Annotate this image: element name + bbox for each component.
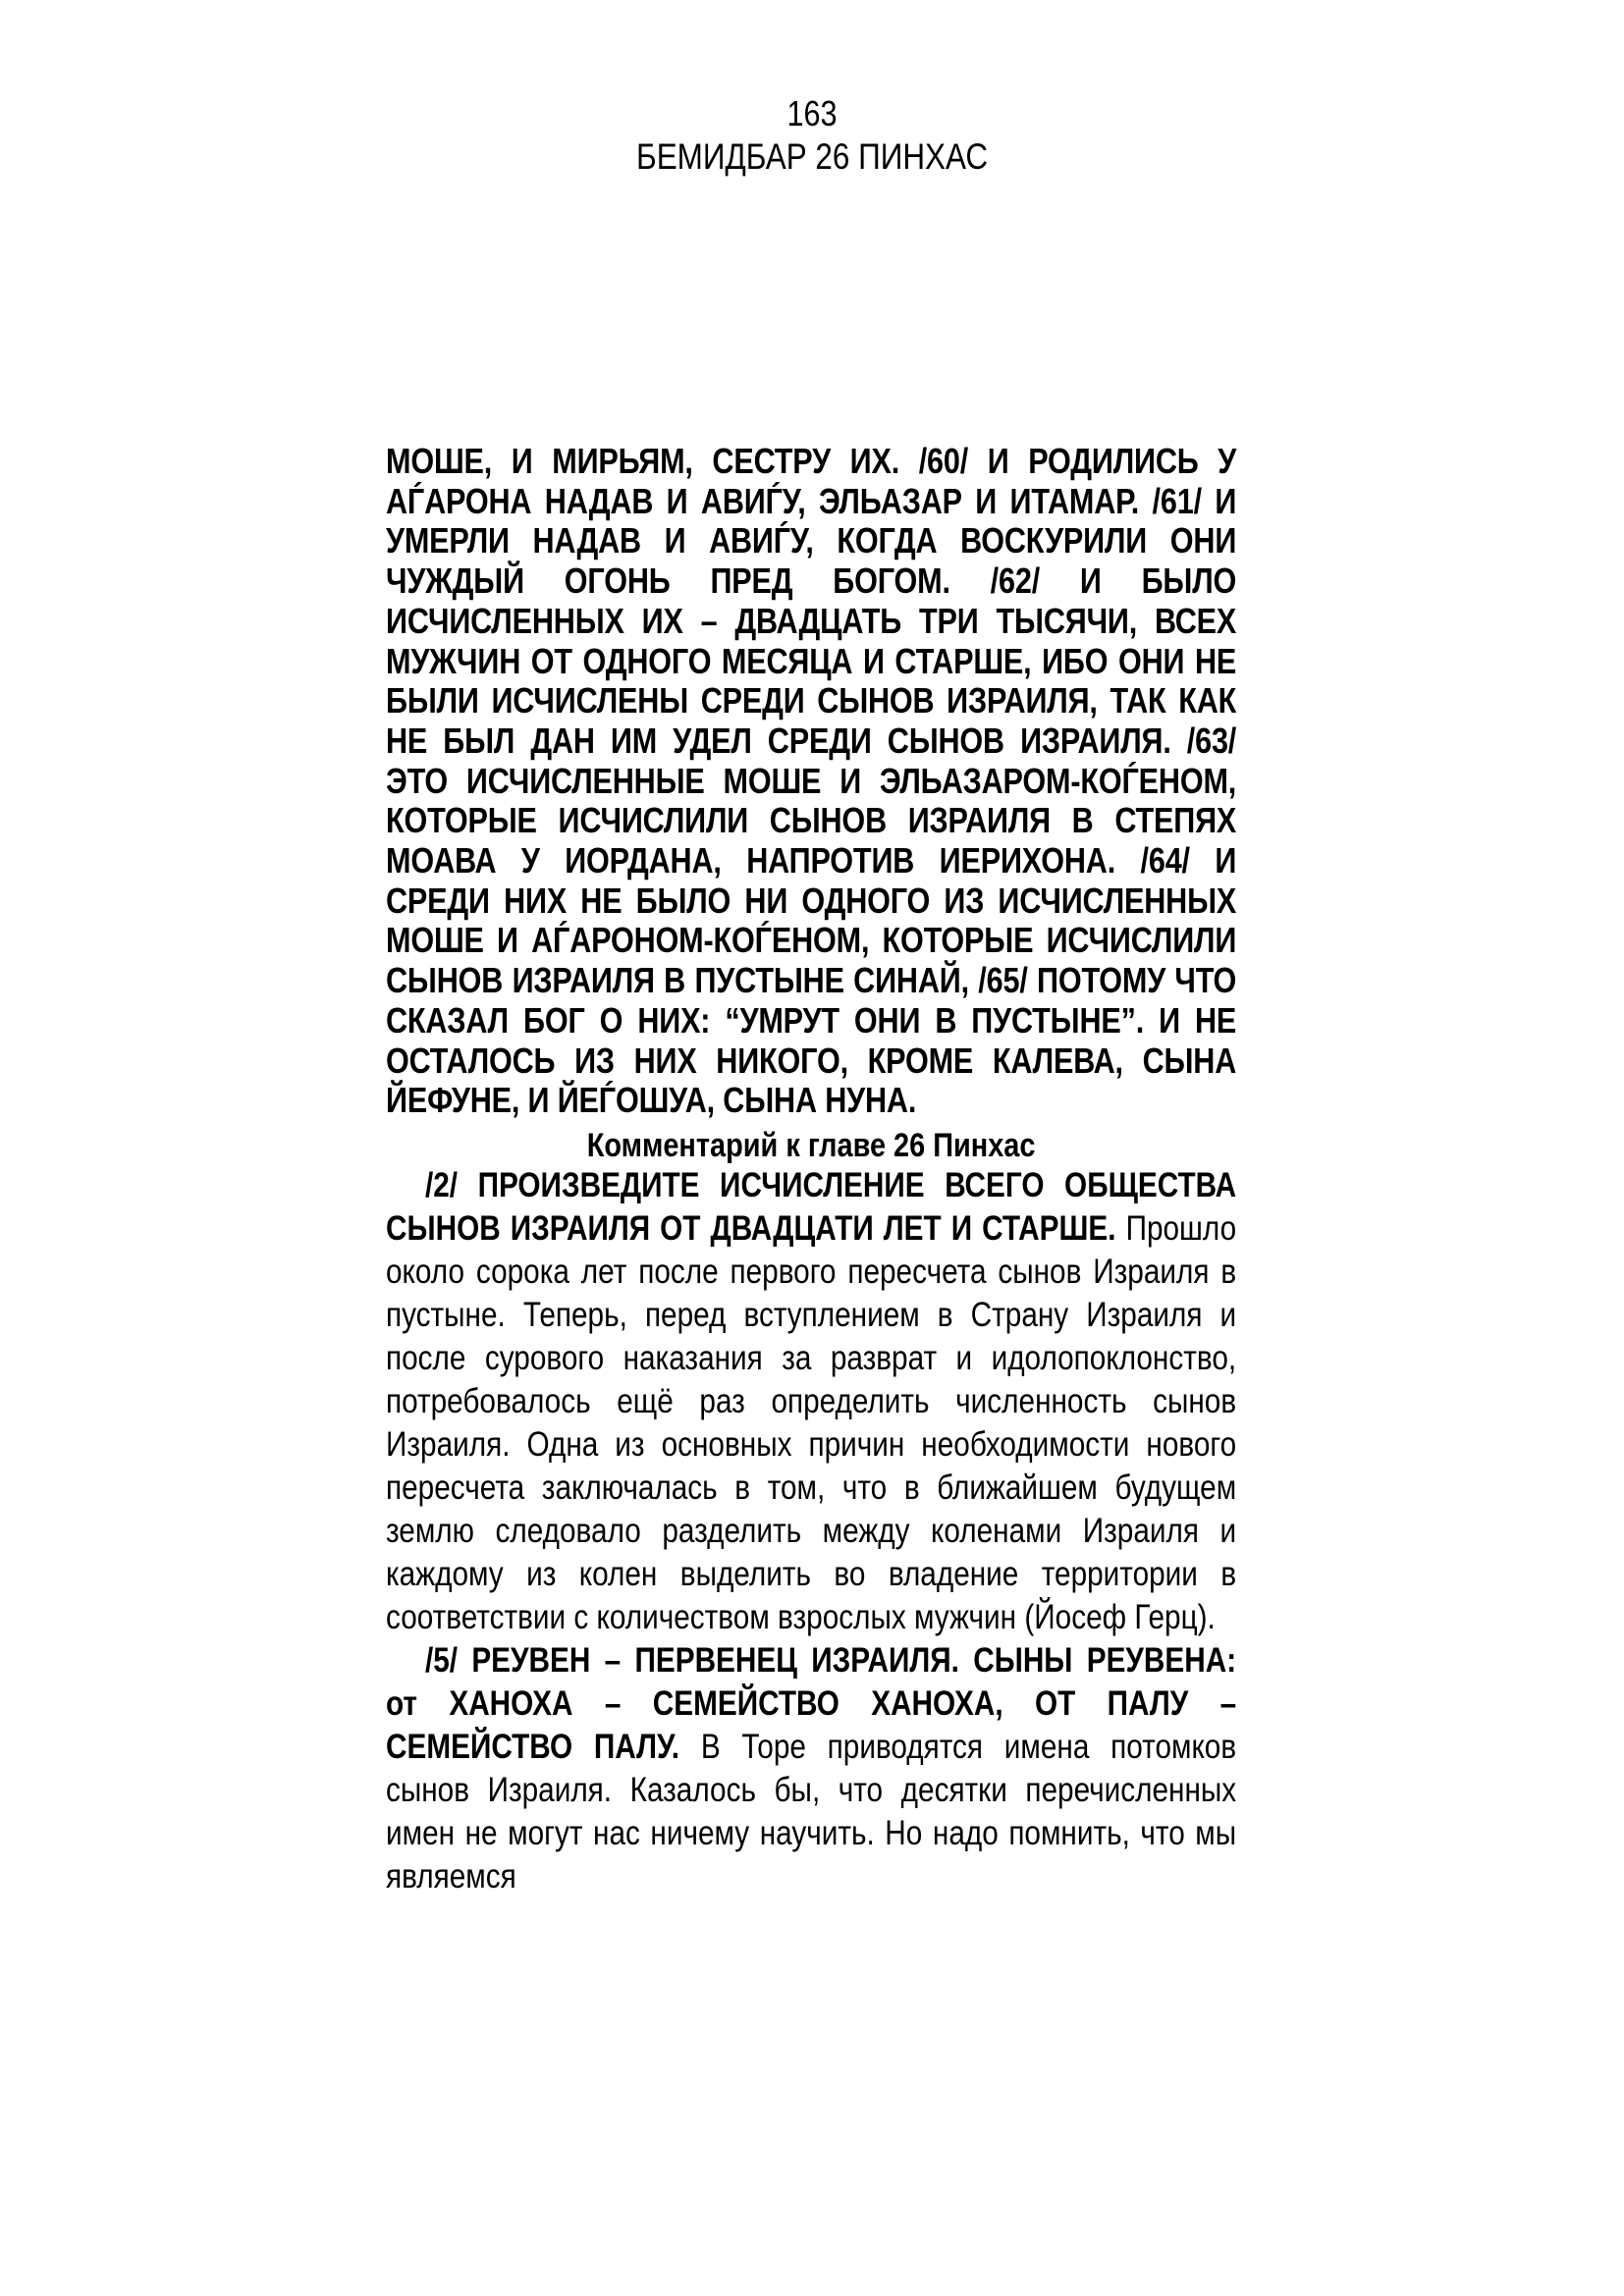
commentary-heading: Комментарий к главе 26 Пинхас xyxy=(586,1127,1036,1164)
verse-5-lead: /5/ РЕУВЕН – ПЕРВЕНЕЦ ИЗРАИЛЯ. СЫНЫ РЕУВЕНА: от ХАНОХА – СЕМЕЙСТВО ХАНОХА, ОТ ПАЛУ – СЕМЕЙСТВО ПАЛУ. xyxy=(386,1641,1237,1766)
commentary-section xyxy=(386,1164,1236,1898)
verse-2-body: Прошло около сорока лет после первого пересчета сынов Израиля в пустыне. Теперь, перед вступлением в Страну Израиля и после сурового наказания за разврат и идолопоклонство, потребовалось ещё раз определить численность сынов Израиля. Одна из основных причин необходимости нового пересчета заключалась в том, что в ближайшем будущем землю следовало разделить между коленами Израиля и каждому из колен выделить во владение территории в соответствии с количеством взрослых мужчин (Йосеф Герц). xyxy=(386,1209,1237,1636)
torah-verse-block: МОШЕ, И МИРЬЯМ, СЕСТРУ ИХ. /60/ И РОДИЛИСЬ У АЃАРОНА НАДАВ И АВИЃУ, ЭЛЬАЗАР И ИТАМАР. /61/ И УМЕРЛИ НАДАВ И АВИЃУ, КОГДА ВОСКУРИЛИ ОНИ ЧУЖДЫЙ ОГОНЬ ПРЕД БОГОМ. /62/ И БЫЛО ИСЧИСЛЕННЫХ ИХ – ДВАДЦАТЬ ТРИ ТЫСЯЧИ, ВСЕХ МУЖЧИН ОТ ОДНОГО МЕСЯЦА И СТАРШЕ, ИБО ОНИ НЕ БЫЛИ ИСЧИСЛЕНЫ СРЕДИ СЫНОВ ИЗРАИЛЯ, ТАК КАК НЕ БЫЛ ДАН ИМ УДЕЛ СРЕДИ СЫНОВ ИЗРАИЛЯ. /63/ ЭТО ИСЧИСЛЕННЫЕ МОШЕ И ЭЛЬАЗАРОМ-КОЃЕНОМ, КОТОРЫЕ ИСЧИСЛИЛИ СЫНОВ ИЗРАИЛЯ В СТЕПЯХ МОАВА У ИОРДАНА, НАПРОТИВ ИЕРИХОНА. /64/ И СРЕДИ НИХ НЕ БЫЛО НИ ОДНОГО ИЗ ИСЧИСЛЕННЫХ МОШЕ И АЃАРОНОМ-КОЃЕНОМ, КОТОРЫЕ ИСЧИСЛИЛИ СЫНОВ ИЗРАИЛЯ В ПУСТЫНЕ СИНАЙ, /65/ ПОТОМУ ЧТО СКАЗАЛ БОГ О НИХ: “УМРУТ ОНИ В ПУСТЫНЕ”. И НЕ ОСТАЛОСЬ ИЗ НИХ НИКОГО, КРОМЕ КАЛЕВА, СЫНА ЙЕФУНЕ, И ЙЕЃОШУА, СЫНА НУНА. xyxy=(386,441,1237,1121)
page-number: 163 xyxy=(786,93,838,133)
verse-5-body: В Торе приводятся имена потомков сынов Израиля. Казалось бы, что десятки перечисленных имен не могут нас ничему научить. Но надо помнить, что мы являемся xyxy=(386,1728,1237,1896)
commentary-paragraph-verse-2 xyxy=(386,1164,1236,1639)
commentary-paragraph-verse-5 xyxy=(386,1639,1236,1898)
verse-2-lead: /2/ ПРОИЗВЕДИТЕ ИСЧИСЛЕНИЕ ВСЕГО ОБЩЕСТВА СЫНОВ ИЗРАИЛЯ ОТ ДВАДЦАТИ ЛЕТ И СТАРШЕ. xyxy=(386,1166,1237,1248)
running-header: БЕМИДБАР 26 ПИНХАС xyxy=(636,136,989,177)
